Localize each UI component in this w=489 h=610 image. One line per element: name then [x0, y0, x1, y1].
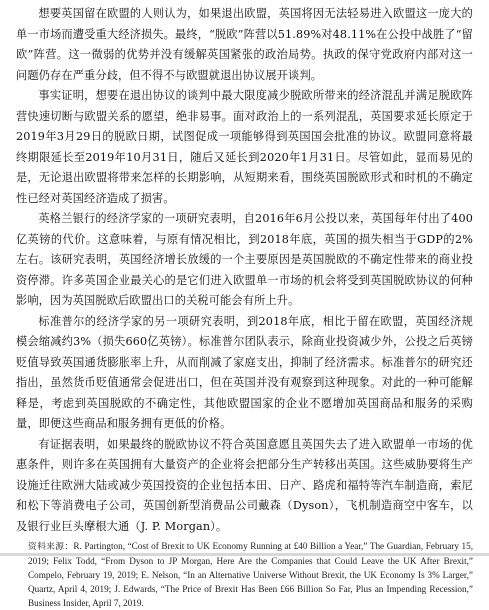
references-label: 资料来源： [28, 542, 74, 552]
paragraph-relocation-evidence: 有证据表明，如果最终的脱欧协议不符合英国意愿且英国失去了进入欧盟单一市场的优惠条件，则许多在英国拥有大量资产的企业将会把部分生产转移出英国。这些威胁要将生产设施迁往欧洲大陆或减少英国投资的企业包括本田、日产、路虎和福特等汽车制造商，索尼和松下等消费电子公司，英国创新型消费品公司戴森（Dyson），飞机制造商空中客车，以及银行业巨头摩根大通（J. P. Morgan）。 [16, 437, 473, 533]
paragraph-bank-of-england-study: 英格兰银行的经济学家的一项研究表明，自2016年6月公投以来，英国每年付出了400亿英镑的代价。这意味着，与原有情况相比，到2018年底，英国的损失相当于GDP的2%左右。该研究表明，英国经济增长放缓的一个主要原因是英国脱欧的不确定性带来的商业投资停滞。许多英国企业最关心的是它们进入欧盟单一市场的机会将受到英国脱欧协议的何种影响，因为英国脱欧后欧盟出口的关税可能会有所上升。 [16, 212, 473, 307]
paragraph-withdrawal-negotiation: 事实证明，想要在退出协议的谈判中最大限度减少脱欧所带来的经济混乱并满足脱欧阵营快速切断与欧盟关系的愿望，绝非易事。面对政治上的一系列混乱，英国要求延长原定于2019年3月29日的脱欧日期，试图促成一项能够得到英国国会批准的协议。欧盟同意将最终期限延长至2019年10月31日，随后又延长到2020年1月31日。尽管如此，显而易见的是，无论退出欧盟将带来怎样的长期影响，从短期来看，围绕英国脱欧形式和时机的不确定性已经对英国经济造成了损害。 [16, 89, 473, 205]
paragraph-sp-study: 标准普尔的经济学家的另一项研究表明，到2018年底，相比于留在欧盟，英国经济规模会缩减约3%（损失660亿英镑）。标准普尔团队表示，除商业投资减少外，公投之后英镑贬值导致英国通货膨胀率上升，从而削减了家庭支出，抑制了经济需求。标准普尔的研究还指出，虽然货币贬值通常会促进出口，但在英国并没有观察到这种现象。对此的一种可能解释是，考虑到英国脱欧的不确定性，其他欧盟国家的企业不愿增加英国商品和服务的采购量，即便这些商品和服务拥有更低的价格。 [16, 314, 473, 430]
references [16, 539, 473, 610]
paragraph-brexit-referendum: 想要英国留在欧盟的人则认为，如果退出欧盟，英国将因无法轻易进入欧盟这一庞大的单一市场而遭受重大经济损失。最终，“脱欧”阵营以51.89%对48.11%在公投中战胜了“留欧”阵营。这一微弱的优势并没有缓解英国紧张的政治局势。执政的保守党政府内部对这一问题仍存在严重分歧，但不得不与欧盟就退出协议展开谈判。 [16, 7, 473, 82]
references-text: R. Partington, “Cost of Brexit to UK Economy Running at £40 Billion a Year,” The Guardian, February 15, 2019; Felix Todd, “From Dyson to JP Morgan, Here Are the Companies that Could Leave the UK After Brexit,” Compelo, February 19, 2019; E. Nelson, “In an Alternative Universe Without Brexit, the UK Economy Is 3% Larger,” Quartz, April 4, 2019; J. Edwards, “The Price of Brexit Has Been £66 Billion So Far, Plus an Impending Recession,” Business Insider, April 7, 2019. [28, 541, 473, 608]
